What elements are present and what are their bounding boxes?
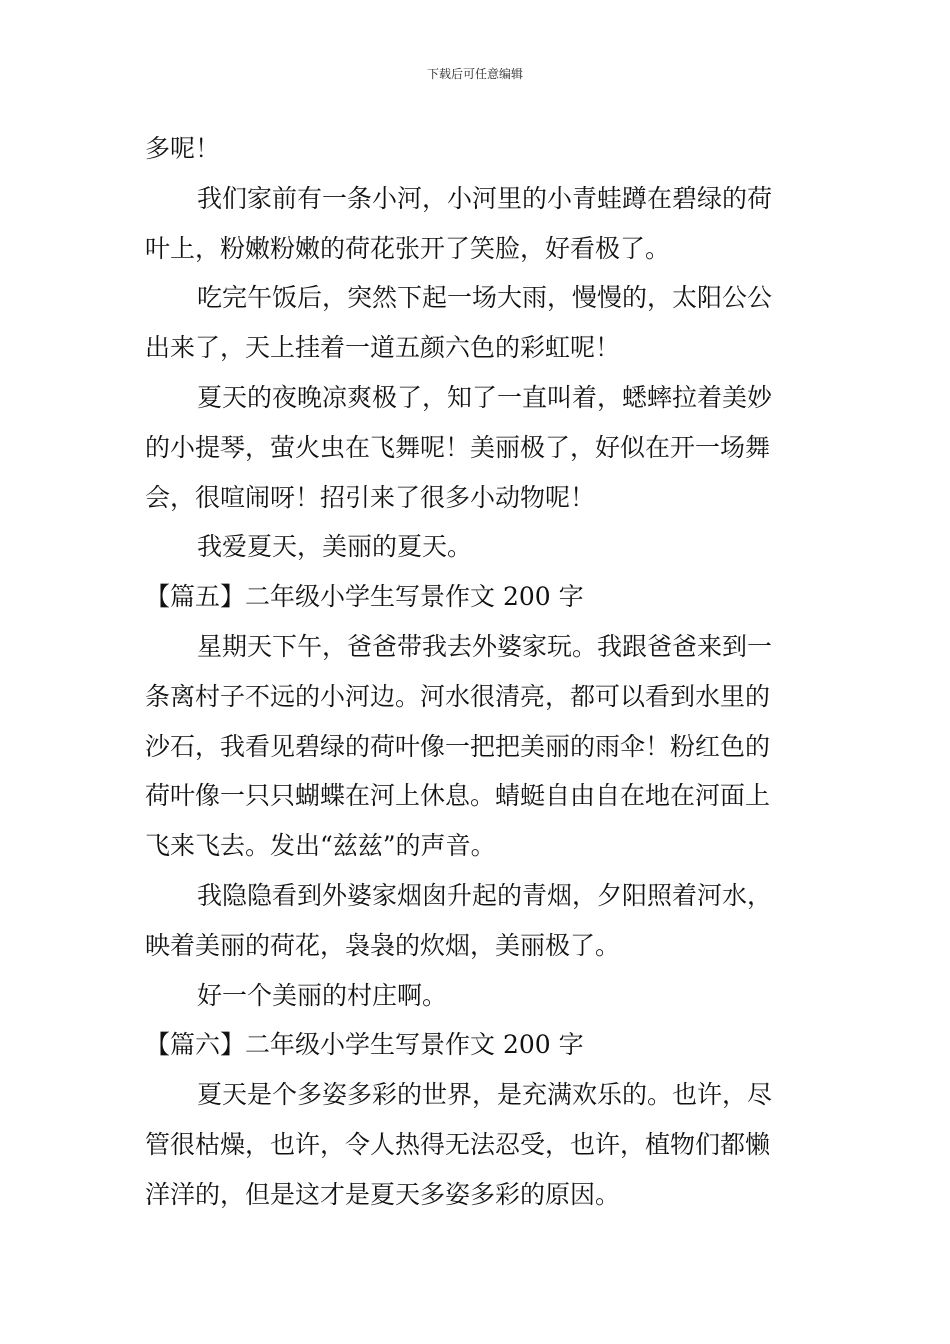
text-line: 条离村子不远的小河边。河水很清亮，都可以看到水里的 bbox=[145, 681, 771, 711]
paragraph-start-line: 夏天是个多姿多彩的世界，是充满欢乐的。也许，尽 bbox=[197, 1080, 773, 1110]
text-line: 多呢！ bbox=[145, 134, 221, 163]
paragraph-start-line: 我们家前有一条小河，小河里的小青蛙蹲在碧绿的荷 bbox=[197, 183, 773, 213]
paragraph-start-line: 夏天的夜晚凉爽极了，知了一直叫着，蟋蟀拉着美妙 bbox=[197, 382, 773, 412]
section-heading: 【篇五】二年级小学生写景作文 200 字 bbox=[145, 582, 584, 612]
document-body bbox=[145, 124, 807, 1220]
text-line: 洋洋的，但是这才是夏天多姿多彩的原因。 bbox=[145, 1179, 621, 1209]
text-line: 荷叶像一只只蝴蝶在河上休息。蜻蜓自由自在地在河面上 bbox=[145, 781, 771, 811]
text-line: 叶上，粉嫩粉嫩的荷花张开了笑脸，好看极了。 bbox=[145, 233, 671, 263]
text-line: 映着美丽的荷花，袅袅的炊烟，美丽极了。 bbox=[145, 930, 621, 960]
paragraph-start-line: 我爱夏天，美丽的夏天。 bbox=[197, 532, 473, 562]
text-line: 的小提琴，萤火虫在飞舞呢！美丽极了，好似在开一场舞 bbox=[145, 432, 771, 462]
page-header: 下载后可任意编辑 bbox=[426, 67, 523, 81]
section-heading: 【篇六】二年级小学生写景作文 200 字 bbox=[145, 1030, 584, 1060]
paragraph-start-line: 我隐隐看到外婆家烟囱升起的青烟，夕阳照着河水， bbox=[197, 880, 773, 910]
text-line: 沙石，我看见碧绿的荷叶像一把把美丽的雨伞！粉红色的 bbox=[145, 731, 771, 761]
text-line: 飞来飞去。发出“兹兹”的声音。 bbox=[145, 831, 496, 861]
paragraph-start-line: 吃完午饭后，突然下起一场大雨，慢慢的，太阳公公 bbox=[197, 283, 773, 313]
text-line: 管很枯燥，也许，令人热得无法忍受，也许，植物们都懒 bbox=[145, 1129, 771, 1159]
text-line: 会，很喧闹呀！招引来了很多小动物呢！ bbox=[145, 482, 596, 512]
paragraph-start-line: 星期天下午，爸爸带我去外婆家玩。我跟爸爸来到一 bbox=[197, 631, 773, 661]
text-line: 出来了，天上挂着一道五颜六色的彩虹呢！ bbox=[145, 333, 621, 363]
paragraph-start-line: 好一个美丽的村庄啊。 bbox=[197, 980, 448, 1010]
